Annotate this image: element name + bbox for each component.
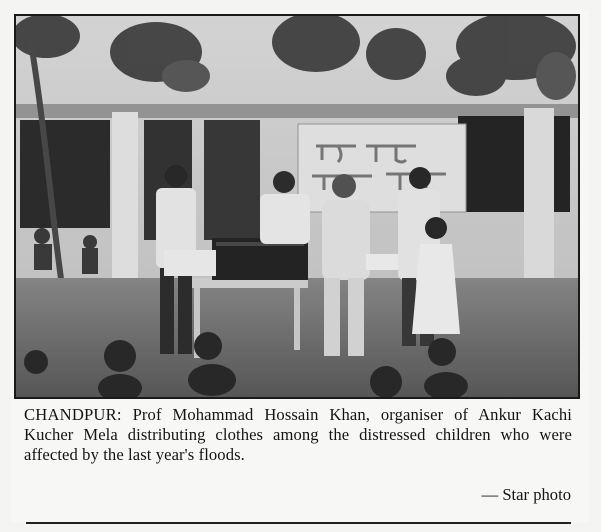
photo-credit: — Star photo: [481, 485, 571, 504]
news-photo: [14, 14, 580, 399]
bottom-rule: [26, 522, 571, 524]
photo-scene: [16, 16, 578, 397]
photo-caption: [24, 405, 572, 465]
caption-text: Prof Mohammad Hossain Khan, organiser of Ankur Kachi Kucher Mela distributing clothes among the distressed children who were affected by the last year's floods.: [24, 405, 572, 464]
caption-dateline: CHANDPUR:: [24, 405, 122, 424]
photo-grain: [16, 16, 578, 397]
